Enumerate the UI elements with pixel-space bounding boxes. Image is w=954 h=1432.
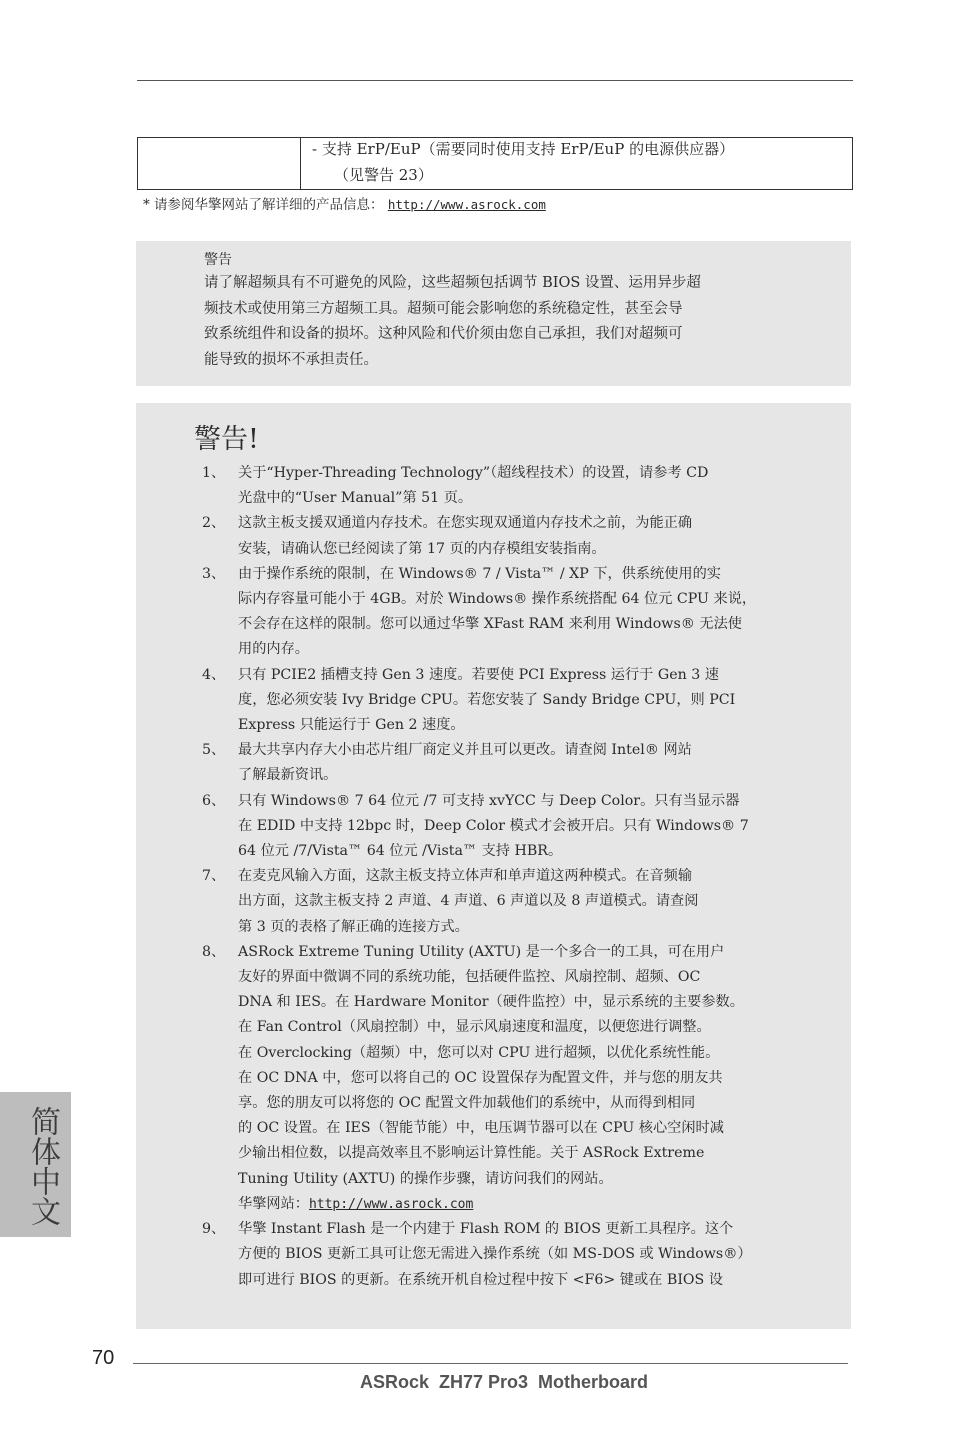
warning-line: 在 EDID 中支持 12bpc 时，Deep Color 模式才会被开启。只有 Windows® 7 — [238, 817, 749, 834]
warning-line: 在麦克风输入方面，这款主板支持立体声和单声道这两种模式。在音频输 — [238, 868, 693, 885]
warning-number: 5、 — [202, 742, 226, 759]
warning-item — [202, 1217, 792, 1293]
warning-line: 在 Overclocking（超频）中，您可以对 CPU 进行超频，以优化系统性能。 — [238, 1044, 720, 1061]
warning-line: Express 只能运行于 Gen 2 速度。 — [238, 717, 465, 734]
warning-line: 第 3 页的表格了解正确的连接方式。 — [238, 918, 469, 935]
caution-line: 致系统组件和设备的损坏。这种风险和代价须由您自己承担，我们对超频可 — [204, 326, 683, 342]
caution-line: 请了解超频具有不可避免的风险，这些超频包括调节 BIOS 设置、运用异步超 — [204, 275, 701, 291]
warning-line: Tuning Utility (AXTU) 的操作步骤，请访问我们的网站。 — [238, 1170, 613, 1187]
top-rule — [137, 80, 853, 81]
spec-line-2: （见警告 23） — [334, 166, 433, 184]
warning-line: 安装，请确认您已经阅读了第 17 页的内存模组安装指南。 — [238, 540, 606, 557]
warning-line: 华擎 Instant Flash 是一个内建于 Flash ROM 的 BIOS 更新工具程序。这个 — [238, 1221, 734, 1238]
warning-line: 友好的界面中微调不同的系统功能，包括硬件监控、风扇控制、超频、OC — [238, 969, 701, 986]
warning-line: 用的内存。 — [238, 641, 309, 658]
warnings-list — [202, 461, 792, 1293]
spec-table — [137, 137, 853, 190]
side-tab-label: 简体中文 — [25, 1106, 60, 1226]
warning-number: 7、 — [202, 868, 226, 885]
caution-title: 警告 — [204, 252, 232, 268]
warning-line: 享。您的朋友可以将您的 OC 配置文件加载他们的系统中，从而得到相同 — [238, 1095, 696, 1112]
warning-line: 方便的 BIOS 更新工具可让您无需进入操作系统（如 MS-DOS 或 Windows®） — [238, 1246, 752, 1263]
warning-line: 不会存在这样的限制。您可以通过华擎 XFast RAM 来利用 Windows® 无法使 — [238, 616, 742, 633]
warning-line: 了解最新资讯。 — [238, 767, 338, 784]
caution-line: 能导致的损坏不承担责任。 — [204, 351, 378, 368]
warning-line: 的 OC 设置。在 IES（智能节能）中，电压调节器可以在 CPU 核心空闲时减 — [238, 1120, 724, 1137]
warning-line: 这款主板支援双通道内存技术。在您实现双通道内存技术之前，为能正确 — [238, 515, 693, 532]
warning-number: 2、 — [202, 515, 226, 532]
warning-line: 即可进行 BIOS 的更新。在系统开机自检过程中按下 <F6> 键或在 BIOS 设 — [238, 1271, 723, 1288]
warning-number: 6、 — [202, 792, 226, 809]
warning-line: 在 OC DNA 中，您可以将自己的 OC 设置保存为配置文件，并与您的朋友共 — [238, 1069, 723, 1086]
warning-line: 关于“Hyper-Threading Technology”（超线程技术）的设置，请参考 CD — [238, 465, 709, 481]
warning-item — [202, 663, 792, 739]
warning-item — [202, 562, 792, 663]
warning-number: 1、 — [202, 465, 226, 481]
warning-number: 3、 — [202, 565, 226, 582]
warning-item — [202, 940, 792, 1217]
warning-line: ASRock Extreme Tuning Utility (AXTU) 是一个多合一的工具，可在用户 — [238, 943, 725, 960]
warning-line: 度，您必须安装 Ivy Bridge CPU。若您安装了 Sandy Bridge CPU，则 PCI — [238, 691, 736, 708]
warning-line: DNA 和 IES。在 Hardware Monitor（硬件监控）中，显示系统的主要参数。 — [238, 994, 744, 1011]
bottom-rule — [133, 1363, 848, 1364]
warning-line: 际内存容量可能小于 4GB。对於 Windows® 操作系统搭配 64 位元 CPU 来说， — [238, 591, 757, 608]
warnings-box — [136, 403, 851, 1329]
warning-line: 在 Fan Control（风扇控制）中，显示风扇速度和温度，以便您进行调整。 — [238, 1019, 711, 1036]
warning-line: 少输出相位数，以提高效率且不影响运计算性能。关于 ASRock Extreme — [238, 1145, 705, 1162]
website-link[interactable]: http://www.asrock.com — [308, 1196, 474, 1212]
warning-item — [202, 461, 792, 511]
caution-box — [136, 241, 851, 386]
language-side-tab — [0, 1092, 71, 1237]
warning-number: 4、 — [202, 666, 226, 683]
warning-item — [202, 789, 792, 865]
table-divider — [300, 138, 301, 189]
warning-line: 64 位元 /7/Vista™ 64 位元 /Vista™ 支持 HBR。 — [238, 843, 563, 860]
warning-number: 9、 — [202, 1221, 226, 1238]
warning-item — [202, 511, 792, 561]
warning-item — [202, 738, 792, 788]
footer-title: ASRock ZH77 Pro3 Motherboard — [359, 1372, 649, 1392]
warning-line: 只有 PCIE2 插槽支持 Gen 3 速度。若要使 PCI Express 运行于 Gen 3 速 — [238, 666, 719, 683]
website-line — [238, 1192, 792, 1217]
warning-line: 出方面，这款主板支持 2 声道、4 声道、6 声道以及 8 声道模式。请查阅 — [238, 893, 699, 910]
warning-number: 8、 — [202, 943, 226, 960]
spec-line-1: - 支持 ErP/EuP（需要同时使用支持 ErP/EuP 的电源供应器） — [312, 140, 735, 158]
warning-line: 光盘中的“User Manual”第 51 页。 — [238, 490, 473, 507]
warning-line: 由于操作系统的限制，在 Windows® 7 / Vista™ / XP 下，供系统使用的实 — [238, 565, 721, 582]
warning-item — [202, 864, 792, 940]
warning-line: 只有 Windows® 7 64 位元 /7 可支持 xvYCC 与 Deep Color。只有当显示器 — [238, 792, 740, 809]
caution-paragraph — [204, 271, 784, 373]
footnote — [143, 193, 546, 213]
website-label: 华擎网站： — [238, 1195, 309, 1212]
warning-line: 最大共享内存大小由芯片组厂商定义并且可以更改。请查阅 Intel® 网站 — [238, 742, 692, 759]
footnote-text: * 请参阅华擎网站了解详细的产品信息： — [143, 197, 384, 213]
caution-line: 频技术或使用第三方超频工具。超频可能会影响您的系统稳定性，甚至会导 — [204, 300, 683, 317]
page-number: 70 — [92, 1347, 115, 1369]
footnote-link[interactable]: http://www.asrock.com — [387, 197, 546, 212]
warnings-heading: 警告! — [194, 424, 259, 455]
